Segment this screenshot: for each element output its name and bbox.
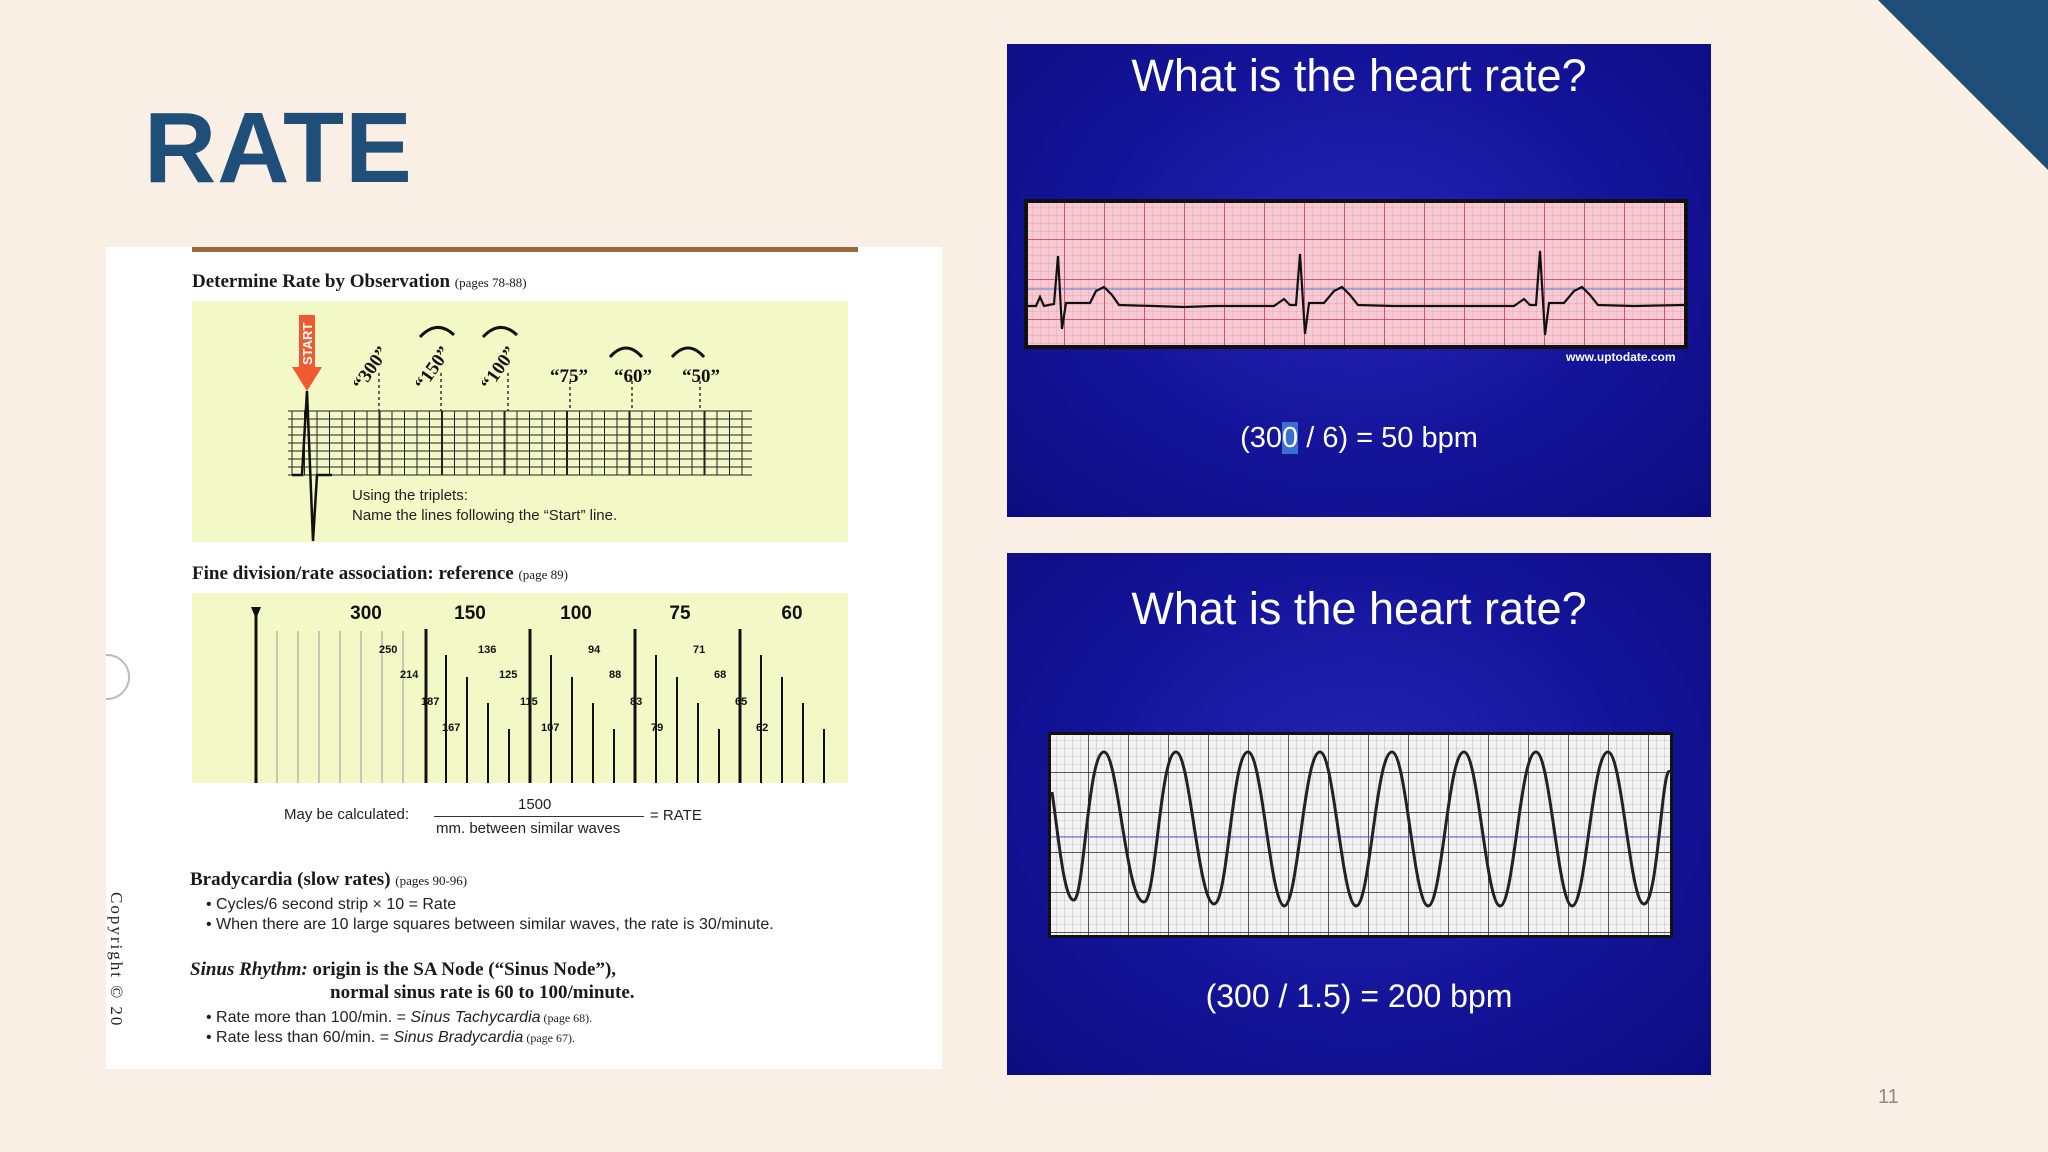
svg-text:68: 68 [714,669,727,681]
major-rate-75: 75 [669,603,691,624]
sinus-bullet-2: • Rate less than 60/min. = Sinus Bradycardia (page 67). [206,1029,575,1046]
triplet-50: “50” [682,366,720,387]
example2-answer: (300 / 1.5) = 200 bpm [1205,978,1513,1014]
source-credit: www.uptodate.com [1566,350,1676,364]
svg-text:94: 94 [588,644,601,656]
sinus-rhythm-line-1: Sinus Rhythm: origin is the SA Node (“Sinus Node”), [190,959,617,980]
triplet-grid [192,301,848,542]
top-rule [192,247,858,252]
binder-hole [106,654,130,700]
svg-text:250: 250 [379,644,398,656]
sinus-bullet-1: • Rate more than 100/min. = Sinus Tachycardia (page 68). [206,1009,593,1026]
section-heading-bradycardia: Bradycardia (slow rates) (pages 90-96) [190,869,468,890]
svg-text:62: 62 [756,722,769,734]
triplet-diagram [192,301,848,542]
svg-text:65: 65 [735,696,748,708]
svg-text:88: 88 [609,669,622,681]
formula-prefix: May be calculated: [284,806,410,823]
page-number: 11 [1878,1086,1899,1108]
sinus-rhythm-line-2: normal sinus rate is 60 to 100/minute. [330,982,635,1003]
triplet-note-2: Name the lines following the “Start” line. [352,507,618,524]
major-rate-60: 60 [781,603,803,624]
svg-text:107: 107 [541,722,560,734]
major-rate-300: 300 [350,603,382,624]
example-slide-2 [1007,553,1711,1075]
triplet-note-1: Using the triplets: [352,487,468,504]
svg-text:71: 71 [693,644,706,656]
svg-text:167: 167 [442,722,461,734]
example1-question: What is the heart rate? [1131,50,1587,101]
copyright-vertical: Copyright © 20 [107,892,126,1028]
section-heading-fine-division: Fine division/rate association: reference (page 89) [192,563,568,584]
svg-text:187: 187 [421,696,440,708]
major-rate-150: 150 [454,603,486,624]
svg-text:83: 83 [630,696,643,708]
start-label: START [300,322,315,365]
brady-bullet-2: • When there are 10 large squares between similar waves, the rate is 30/minute. [206,916,774,933]
triplet-75: “75” [550,366,588,387]
triplet-60: “60” [614,366,652,387]
svg-text:125: 125 [499,669,518,681]
reference-page-image [106,247,942,1069]
section-heading-observation: Determine Rate by Observation (pages 78-88) [192,271,527,292]
triplet-300: “300” [348,342,394,394]
svg-text:136: 136 [478,644,497,656]
svg-text:115: 115 [520,696,538,708]
fine-division-chart [192,593,848,783]
slide-title: RATE [144,92,413,204]
example-slide-1 [1007,44,1711,517]
brady-bullet-1: • Cycles/6 second strip × 10 = Rate [206,896,457,913]
formula-suffix: = RATE [650,807,702,824]
ecg-strip-2 [1048,732,1673,938]
example2-question: What is the heart rate? [1131,583,1587,634]
formula-denominator: mm. between similar waves [436,820,621,837]
major-rate-100: 100 [560,603,592,624]
triplet-100: “100” [476,342,522,394]
example1-answer: (300 / 6) = 50 bpm [1240,422,1478,454]
fine-division-lines [192,593,848,783]
formula-numerator: 1500 [518,796,552,813]
triplet-150: “150” [410,342,456,394]
corner-decoration [1878,0,2048,170]
svg-text:214: 214 [400,669,419,681]
svg-text:79: 79 [651,722,664,734]
ecg-strip-1 [1024,199,1688,349]
formula-fraction-bar [434,816,644,817]
